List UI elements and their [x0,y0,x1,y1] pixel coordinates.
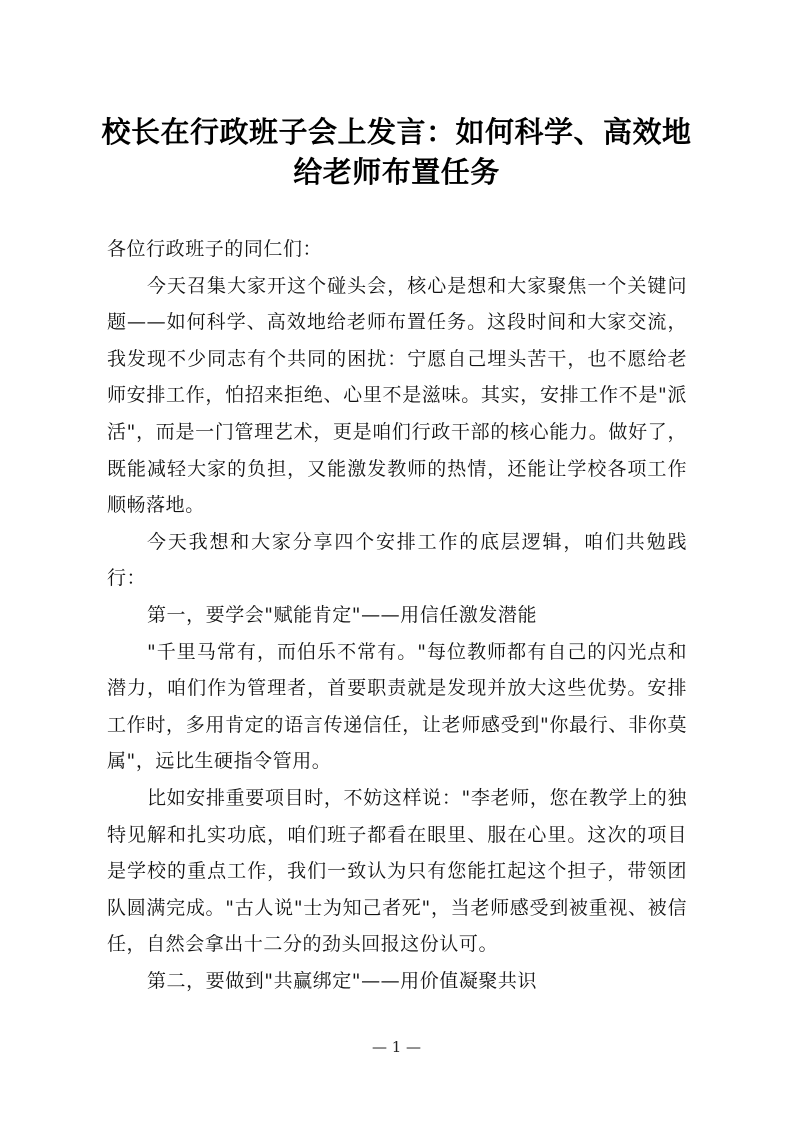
section-heading-1: 第一，要学会"赋能肯定"——用信任激发潜能 [147,603,538,626]
paragraph-overview: 今天我想和大家分享四个安排工作的底层逻辑，咱们共勉践行： [107,530,687,590]
salutation: 各位行政班子的同仁们： [107,238,323,260]
document-title: 校长在行政班子会上发言：如何科学、高效地给老师布置任务 [101,115,692,189]
section-heading-2: 第二，要做到"共赢绑定"——用价值凝聚共识 [147,969,538,992]
page-number: — 1 — [371,1038,422,1056]
document-body [107,231,687,999]
paragraph-section-1b: 比如安排重要项目时，不妨这样说："李老师，您在教学上的独特见解和扎实功底，咱们班子都看在眼里、服在心里。这次的项目是学校的重点工作，我们一致认为只有您能扛起这个担子，带领团队圆满完成。"古人说"士为知己者死"，当老师感受到被重视、被信任，自然会拿出十二分的劲头回报这份认可。 [107,786,687,956]
paragraph-intro: 今天召集大家开这个碰头会，核心是想和大家聚焦一个关键问题——如何科学、高效地给老师布置任务。这段时间和大家交流，我发现不少同志有个共同的困扰：宁愿自己埋头苦干，也不愿给老师安排工作，怕招来拒绝、心里不是滋味。其实，安排工作不是"派活"，而是一门管理艺术，更是咱们行政干部的核心能力。做好了，既能减轻大家的负担，又能激发教师的热情，还能让学校各项工作顺畅落地。 [107,274,687,517]
paragraph-section-1a: "千里马常有，而伯乐不常有。"每位教师都有自己的闪光点和潜力，咱们作为管理者，首要职责就是发现并放大这些优势。安排工作时，多用肯定的语言传递信任，让老师感受到"你最行、非你莫属"，远比生硬指令管用。 [107,640,687,773]
